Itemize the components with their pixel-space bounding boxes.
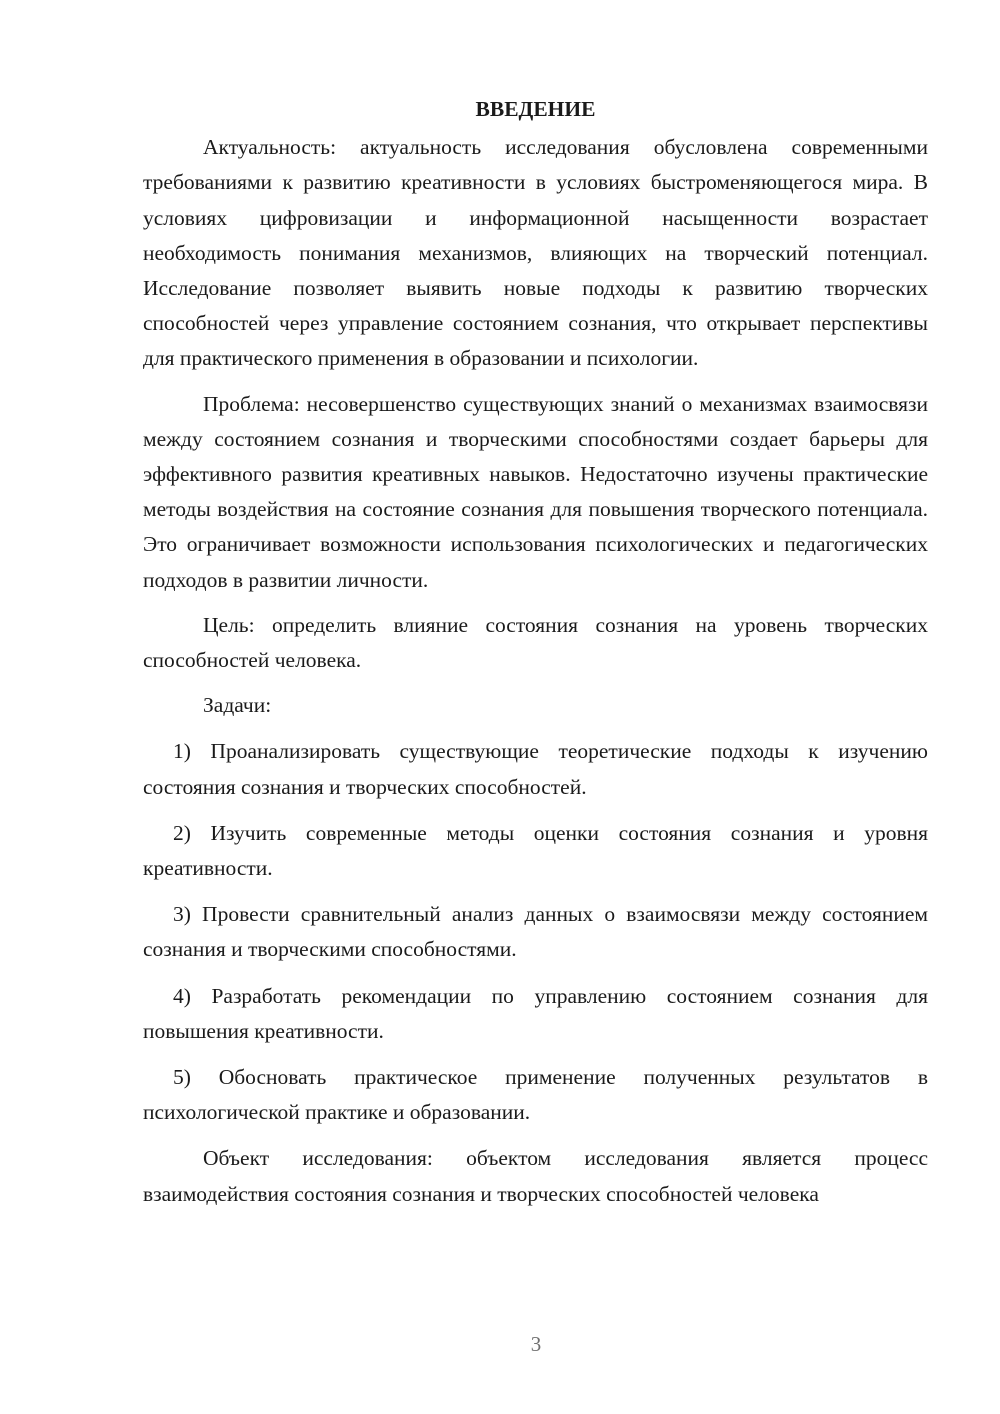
section-title: ВВЕДЕНИЕ xyxy=(475,97,596,121)
page-number: 3 xyxy=(530,1332,542,1356)
paragraph-goal: Цель: определить влияние состояния сознания на уровень творческих способностей человека. xyxy=(143,612,928,673)
paragraph-problem: Проблема: несовершенство существующих знаний о механизмах взаимосвязи между состоянием сознания и творческими способностями создает барьеры для эффективного развития креативных навыков. Недостаточно изучены практические методы воздействия на состояние сознания для повышения творческого потенциала. Это ограничивает возможности использования психологических и педагогических подходов в развитии личности. xyxy=(143,391,928,592)
task-item: 4) Разработать рекомендации по управлению состоянием сознания для повышения креативности. xyxy=(143,983,928,1043)
task-item: 2) Изучить современные методы оценки состояния сознания и уровня креативности. xyxy=(143,820,928,881)
task-item: 5) Обосновать практическое применение полученных результатов в психологической практике и образовании. xyxy=(143,1065,928,1125)
paragraph-object: Объект исследования: объектом исследования является процесс взаимодействия состояния сознания и творческих способностей человека xyxy=(143,1146,928,1206)
tasks-heading: Задачи: xyxy=(203,693,272,718)
page-content xyxy=(143,92,928,1212)
task-item: 1) Проанализировать существующие теоретические подходы к изучению состояния сознания и творческих способностей. xyxy=(143,739,928,799)
paragraph-relevance: Актуальность: актуальность исследования обусловлена современными требованиями к развитию креативности в условиях быстроменяющегося мира. В условиях цифровизации и информационной насыщенности возрастает необходимость понимания механизмов, влияющих на творческий потенциал. Исследование позволяет выявить новые подходы к развитию творческих способностей через управление состоянием сознания, что открывает перспективы для практического применения в образовании и психологии. xyxy=(143,135,928,371)
task-item: 3) Провести сравнительный анализ данных о взаимосвязи между состоянием сознания и творческими способностями. xyxy=(143,902,928,962)
